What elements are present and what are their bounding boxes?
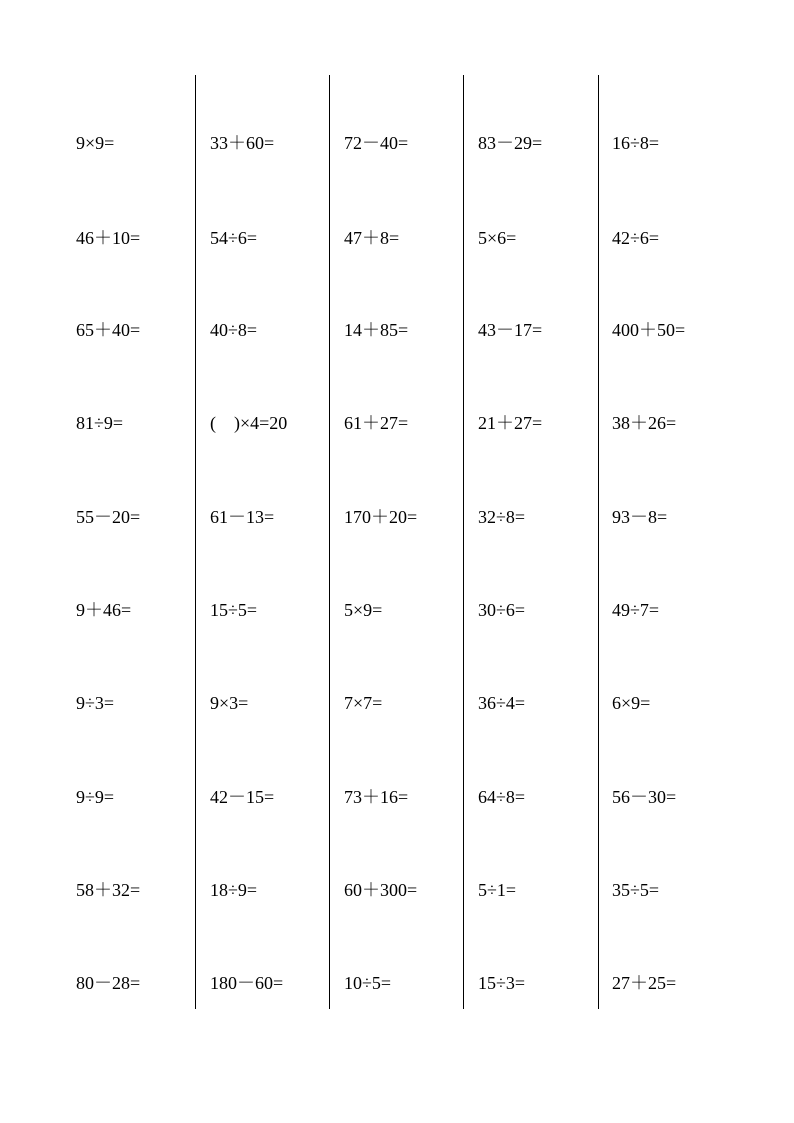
math-problem: 18÷9= [210,880,258,900]
math-problem: 16÷8= [612,133,660,153]
math-problem: 6×9= [612,693,651,713]
math-problem: 43－17= [478,320,543,340]
math-problem: 32÷8= [478,507,526,527]
math-problem: 9×3= [210,693,249,713]
math-problem: 180－60= [210,973,284,993]
math-problem: 64÷8= [478,787,526,807]
math-problem: 42－15= [210,787,275,807]
column-divider [329,75,330,1009]
math-problem: 27＋25= [612,973,677,993]
math-problem: 47＋8= [344,228,400,248]
math-problem: 36÷4= [478,693,526,713]
math-problem: 14＋85= [344,320,409,340]
math-problem: 33＋60= [210,133,275,153]
math-problem: 46＋10= [76,228,141,248]
math-problem: 9＋46= [76,600,132,620]
math-problem: 93－8= [612,507,668,527]
math-problem: 61＋27= [344,413,409,433]
math-problem: 9÷3= [76,693,115,713]
math-problem: 56－30= [612,787,677,807]
math-problem: 10÷5= [344,973,392,993]
math-problem: 15÷3= [478,973,526,993]
math-problem: 9÷9= [76,787,115,807]
math-problem: 60＋300= [344,880,418,900]
column-divider [195,75,196,1009]
math-problem: 5÷1= [478,880,517,900]
math-problem: 72－40= [344,133,409,153]
math-problem: 21＋27= [478,413,543,433]
column-divider [598,75,599,1009]
math-problem: 30÷6= [478,600,526,620]
math-problem: 5×6= [478,228,517,248]
math-problem: 170＋20= [344,507,418,527]
math-problem: 35÷5= [612,880,660,900]
math-problem: 81÷9= [76,413,124,433]
math-problem: 5×9= [344,600,383,620]
math-problem: 7×7= [344,693,383,713]
math-problem: 40÷8= [210,320,258,340]
column-divider [463,75,464,1009]
math-problem: 83－29= [478,133,543,153]
math-problem: 54÷6= [210,228,258,248]
math-problem: 61－13= [210,507,275,527]
math-problem: 65＋40= [76,320,141,340]
math-problem: 73＋16= [344,787,409,807]
math-problem: 400＋50= [612,320,686,340]
math-problem: 80－28= [76,973,141,993]
math-problem: 55－20= [76,507,141,527]
math-problem: 58＋32= [76,880,141,900]
math-problem: 15÷5= [210,600,258,620]
math-problem: 38＋26= [612,413,677,433]
math-problem: 9×9= [76,133,115,153]
math-problem: ( )×4=20 [210,413,288,433]
math-problem: 42÷6= [612,228,660,248]
math-problem: 49÷7= [612,600,660,620]
